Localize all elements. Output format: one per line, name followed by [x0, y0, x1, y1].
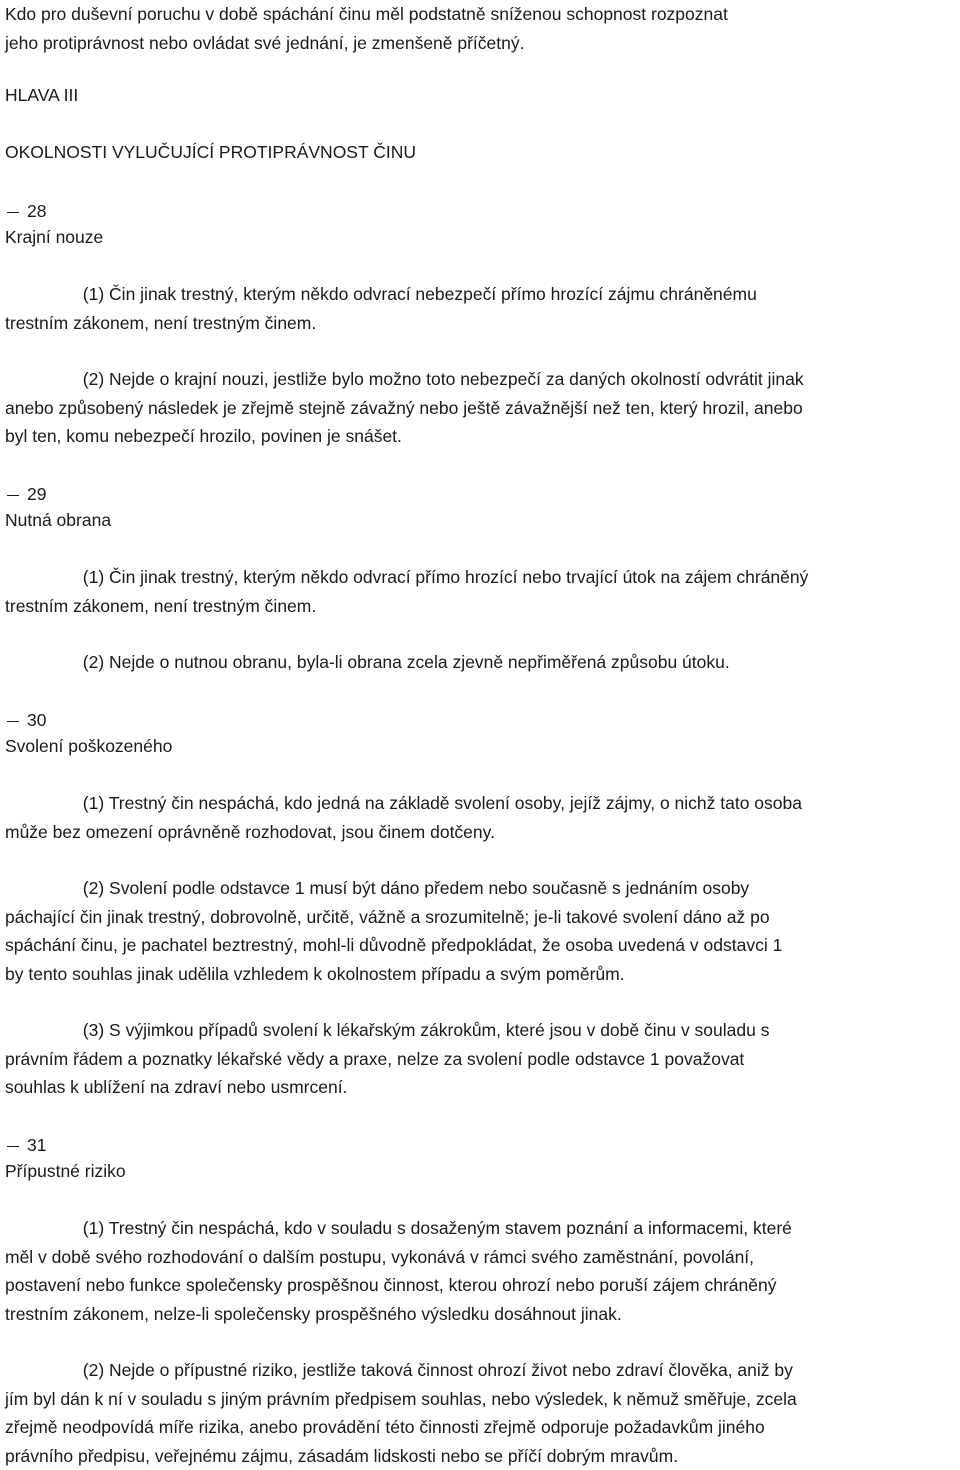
section-29-paragraph-2: (2) Nejde o nutnou obranu, byla-li obrana zcela zjevně nepřiměřená způsobu útoku.	[5, 652, 730, 672]
chapter-title: OKOLNOSTI VYLUČUJÍCÍ PROTIPRÁVNOST ČINU	[5, 142, 416, 162]
section-29-number: 29	[5, 478, 46, 509]
section-28-number: 28	[5, 195, 46, 226]
section-28-paragraph-2: (2) Nejde o krajní nouzi, jestliže bylo možno toto nebezpečí za daných okolností odvrátit jinak anebo způsobený následek je zřejmě stejně závažný nebo ještě závažnější než ten, který hrozil, anebo byl ten, komu nebezpečí hrozilo, povinen je snášet.	[5, 369, 804, 446]
section-28-title: Krajní nouze	[5, 227, 104, 247]
section-31-number: 31	[5, 1129, 46, 1160]
section-28-paragraph-1: (1) Čin jinak trestný, kterým někdo odvrací nebezpečí přímo hrozící zájmu chráněnému trestním zákonem, není trestným činem.	[5, 284, 757, 333]
section-31-paragraph-2: (2) Nejde o přípustné riziko, jestliže taková činnost ohrozí život nebo zdraví člověka, aniž by jím byl dán k ní v souladu s jiným právním předpisem souhlas, nebo výsledek, k němuž směřuje, zcela zřejmě neodpovídá míře rizika, anebo provádění této činnosti zřejmě odporuje požadavkům jiného právního předpisu, veřejnému zájmu, zásadám lidskosti nebo se příčí dobrým mravům.	[5, 1360, 797, 1466]
section-31-title: Přípustné riziko	[5, 1161, 126, 1181]
section-29-paragraph-1: (1) Čin jinak trestný, kterým někdo odvrací přímo hrozící nebo trvající útok na zájem chráněný trestním zákonem, není trestným činem.	[5, 567, 809, 616]
intro-paragraph: Kdo pro duševní poruchu v době spáchání činu měl podstatně sníženou schopnost rozpoznat jeho protiprávnost nebo ovládat své jednání, je zmenšeně příčetný.	[5, 4, 728, 53]
section-sign-icon	[5, 704, 21, 726]
section-sign-icon	[5, 478, 21, 500]
section-30-paragraph-1: (1) Trestný čin nespáchá, kdo jedná na základě svolení osoby, jejíž zájmy, o nichž tato osoba může bez omezení oprávněně rozhodovat, jsou činem dotčeny.	[5, 793, 802, 842]
section-30-title: Svolení poškozeného	[5, 736, 173, 756]
section-sign-icon	[5, 195, 21, 217]
section-sign-icon	[5, 1129, 21, 1151]
section-31-paragraph-1: (1) Trestný čin nespáchá, kdo v souladu s dosaženým stavem poznání a informacemi, které měl v době svého rozhodování o dalším postupu, vykonává v rámci svého zaměstnání, povolání, postavení nebo funkce společensky prospěšnou činnost, kterou ohrozí nebo poruší zájem chráněný trestním zákonem, nelze-li společensky prospěšného výsledku dosáhnout jinak.	[5, 1218, 792, 1324]
section-30-paragraph-3: (3) S výjimkou případů svolení k lékařským zákrokům, které jsou v době činu v souladu s právním řádem a poznatky lékařské vědy a praxe, nelze za svolení podle odstavce 1 považovat souhlas k ublížení na zdraví nebo usmrcení.	[5, 1020, 770, 1097]
section-30-paragraph-2: (2) Svolení podle odstavce 1 musí být dáno předem nebo současně s jednáním osoby páchající čin jinak trestný, dobrovolně, určitě, vážně a srozumitelně; je-li takové svolení dáno až po spáchání činu, je pachatel beztrestný, mohl-li důvodně předpokládat, že osoba uvedená v odstavci 1 by tento souhlas jinak udělila vzhledem k okolnostem případu a svým poměrům.	[5, 878, 783, 984]
chapter-heading: HLAVA III	[5, 85, 79, 105]
section-30-number: 30	[5, 704, 46, 735]
section-29-title: Nutná obrana	[5, 510, 112, 530]
